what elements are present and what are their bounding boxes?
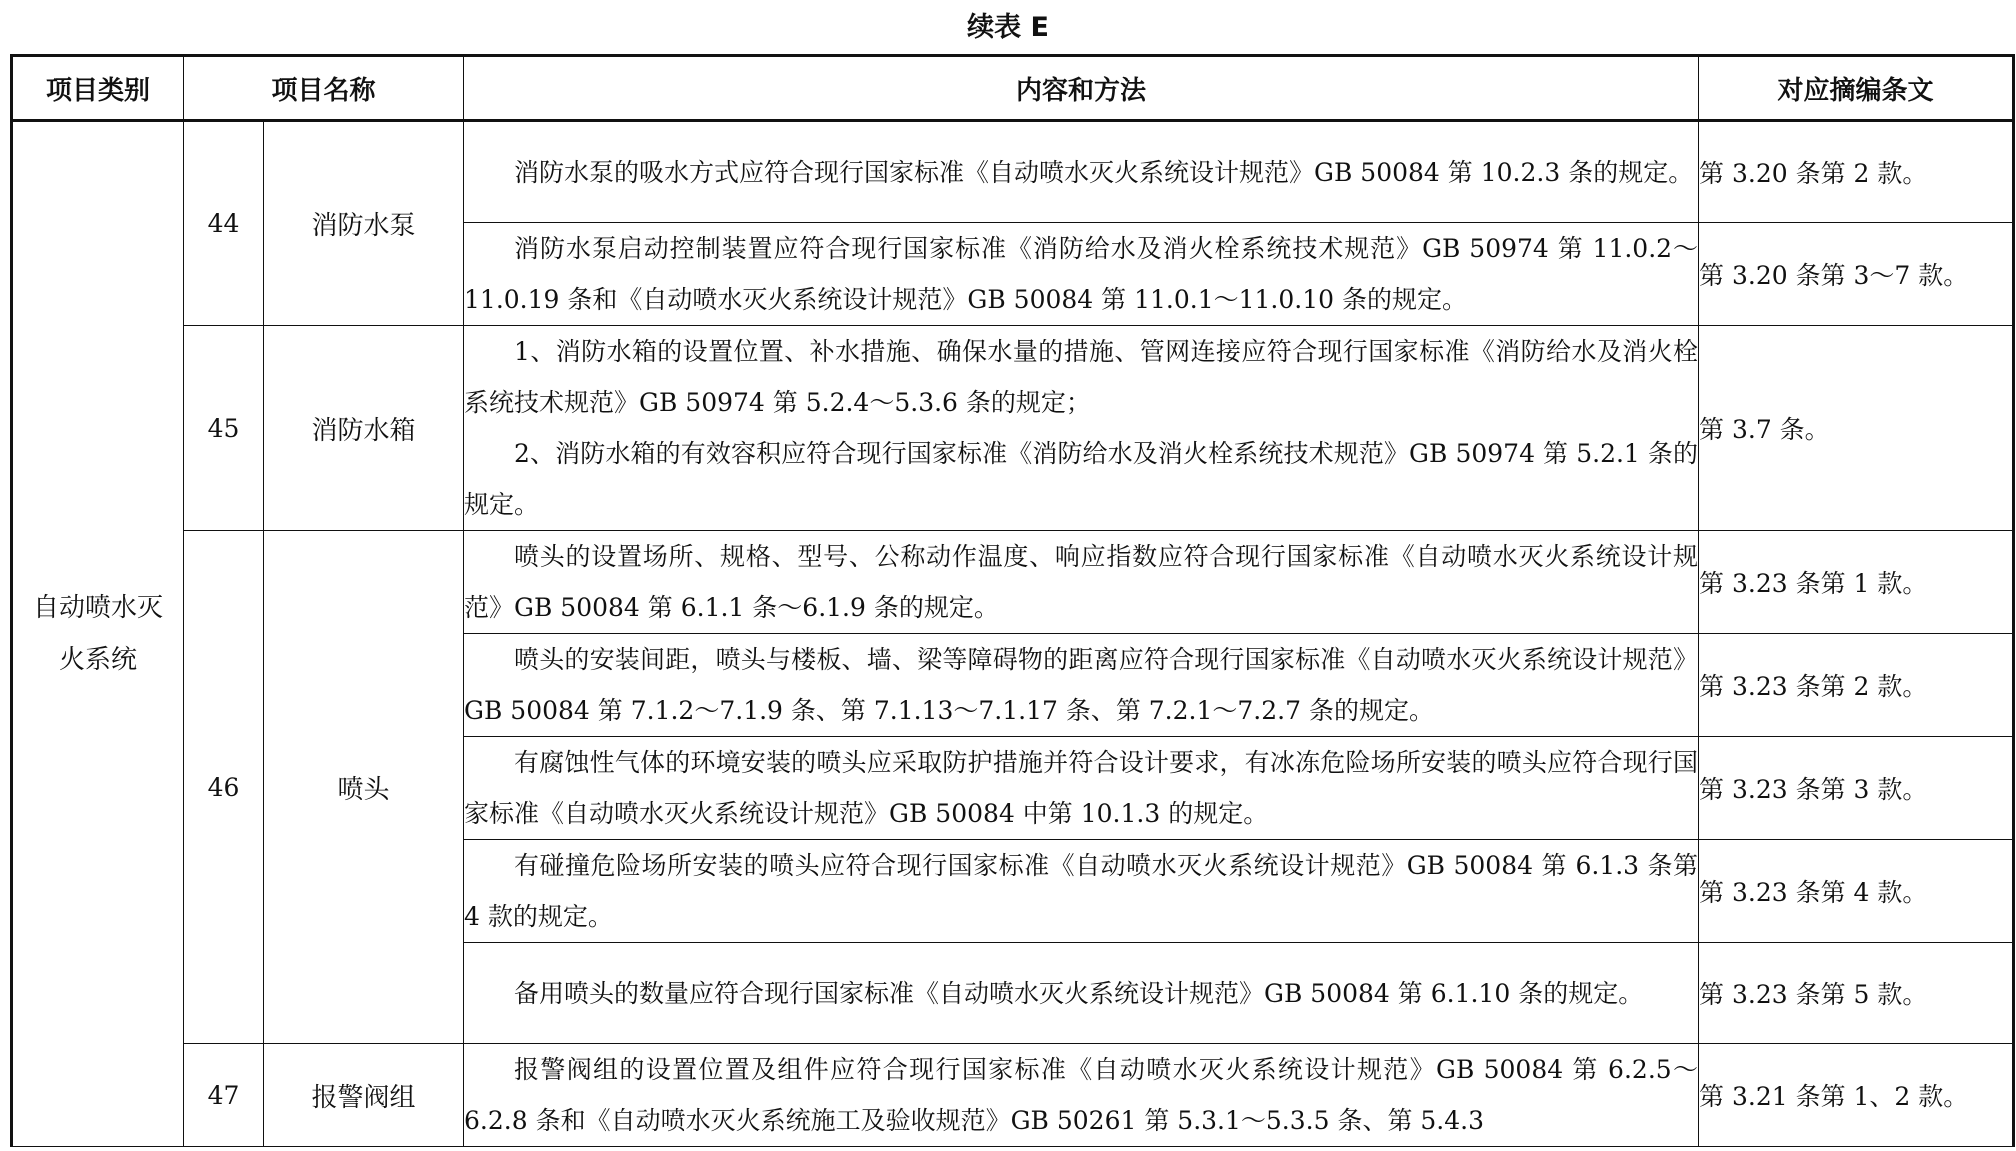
item-name: 喷头 xyxy=(264,531,464,1044)
content-paragraph: 有腐蚀性气体的环境安装的喷头应采取防护措施并符合设计要求，有冰冻危险场所安装的喷头应符合现行国家标准《自动喷水灭火系统设计规范》GB 50084 中第 10.1.3 的规定。 xyxy=(464,748,1699,828)
content-cell xyxy=(464,223,1699,326)
reference-cell: 第 3.23 条第 5 款。 xyxy=(1699,943,2014,1044)
header-content: 内容和方法 xyxy=(464,56,1699,121)
inspection-table xyxy=(10,54,2015,1147)
content-cell xyxy=(464,737,1699,840)
reference-cell: 第 3.7 条。 xyxy=(1699,326,2014,531)
content-cell xyxy=(464,1044,1699,1147)
reference-cell: 第 3.20 条第 2 款。 xyxy=(1699,121,2014,223)
content-cell xyxy=(464,943,1699,1044)
category-cell xyxy=(12,121,184,1147)
reference-cell: 第 3.23 条第 4 款。 xyxy=(1699,840,2014,943)
item-number: 46 xyxy=(184,531,264,1044)
header-category: 项目类别 xyxy=(12,56,184,121)
content-paragraph: 备用喷头的数量应符合现行国家标准《自动喷水灭火系统设计规范》GB 50084 第 6.1.10 条的规定。 xyxy=(514,978,1644,1008)
content-paragraph: 1、消防水箱的设置位置、补水措施、确保水量的措施、管网连接应符合现行国家标准《消防给水及消火栓系统技术规范》GB 50974 第 5.2.4～5.3.6 条的规定； xyxy=(464,337,1699,417)
content-paragraph: 喷头的安装间距，喷头与楼板、墙、梁等障碍物的距离应符合现行国家标准《自动喷水灭火系统设计规范》GB 50084 第 7.1.2～7.1.9 条、第 7.1.13～7.1.17 条、第 7.2.1～7.2.7 条的规定。 xyxy=(464,645,1699,725)
content-cell xyxy=(464,121,1699,223)
content-cell xyxy=(464,531,1699,634)
content-cell xyxy=(464,634,1699,737)
reference-cell: 第 3.23 条第 1 款。 xyxy=(1699,531,2014,634)
item-number: 45 xyxy=(184,326,264,531)
reference-cell: 第 3.23 条第 3 款。 xyxy=(1699,737,2014,840)
content-paragraph: 有碰撞危险场所安装的喷头应符合现行国家标准《自动喷水灭火系统设计规范》GB 50084 第 6.1.3 条第 4 款的规定。 xyxy=(464,851,1699,931)
item-name: 消防水泵 xyxy=(264,121,464,326)
content-cell xyxy=(464,326,1699,531)
reference-cell: 第 3.21 条第 1、2 款。 xyxy=(1699,1044,2014,1147)
item-number: 47 xyxy=(184,1044,264,1147)
category-label: 自动喷水灭火系统 xyxy=(33,593,164,675)
content-paragraph: 报警阀组的设置位置及组件应符合现行国家标准《自动喷水灭火系统设计规范》GB 50084 第 6.2.5～6.2.8 条和《自动喷水灭火系统施工及验收规范》GB 50261 第 5.3.1～5.3.5 条、第 5.4.3 xyxy=(464,1055,1699,1135)
content-cell xyxy=(464,840,1699,943)
content-paragraph: 消防水泵的吸水方式应符合现行国家标准《自动喷水灭火系统设计规范》GB 50084 第 10.2.3 条的规定。 xyxy=(514,157,1694,187)
content-paragraph: 喷头的设置场所、规格、型号、公称动作温度、响应指数应符合现行国家标准《自动喷水灭火系统设计规范》GB 50084 第 6.1.1 条～6.1.9 条的规定。 xyxy=(464,542,1699,622)
reference-cell: 第 3.23 条第 2 款。 xyxy=(1699,634,2014,737)
reference-cell: 第 3.20 条第 3～7 款。 xyxy=(1699,223,2014,326)
item-number: 44 xyxy=(184,121,264,326)
table-row xyxy=(12,326,2014,531)
content-paragraph: 消防水泵启动控制装置应符合现行国家标准《消防给水及消火栓系统技术规范》GB 50974 第 11.0.2～11.0.19 条和《自动喷水灭火系统设计规范》GB 50084 第 11.0.1～11.0.10 条的规定。 xyxy=(464,234,1699,314)
item-name: 消防水箱 xyxy=(264,326,464,531)
table-row xyxy=(12,531,2014,634)
header-reference: 对应摘编条文 xyxy=(1699,56,2014,121)
table-row xyxy=(12,121,2014,223)
content-paragraph: 2、消防水箱的有效容积应符合现行国家标准《消防给水及消火栓系统技术规范》GB 50974 第 5.2.1 条的规定。 xyxy=(464,439,1699,519)
table-header-row xyxy=(12,56,2014,121)
table-row xyxy=(12,1044,2014,1147)
item-name: 报警阀组 xyxy=(264,1044,464,1147)
table-title: 续表 E xyxy=(967,12,1049,43)
header-item-name: 项目名称 xyxy=(184,56,464,121)
